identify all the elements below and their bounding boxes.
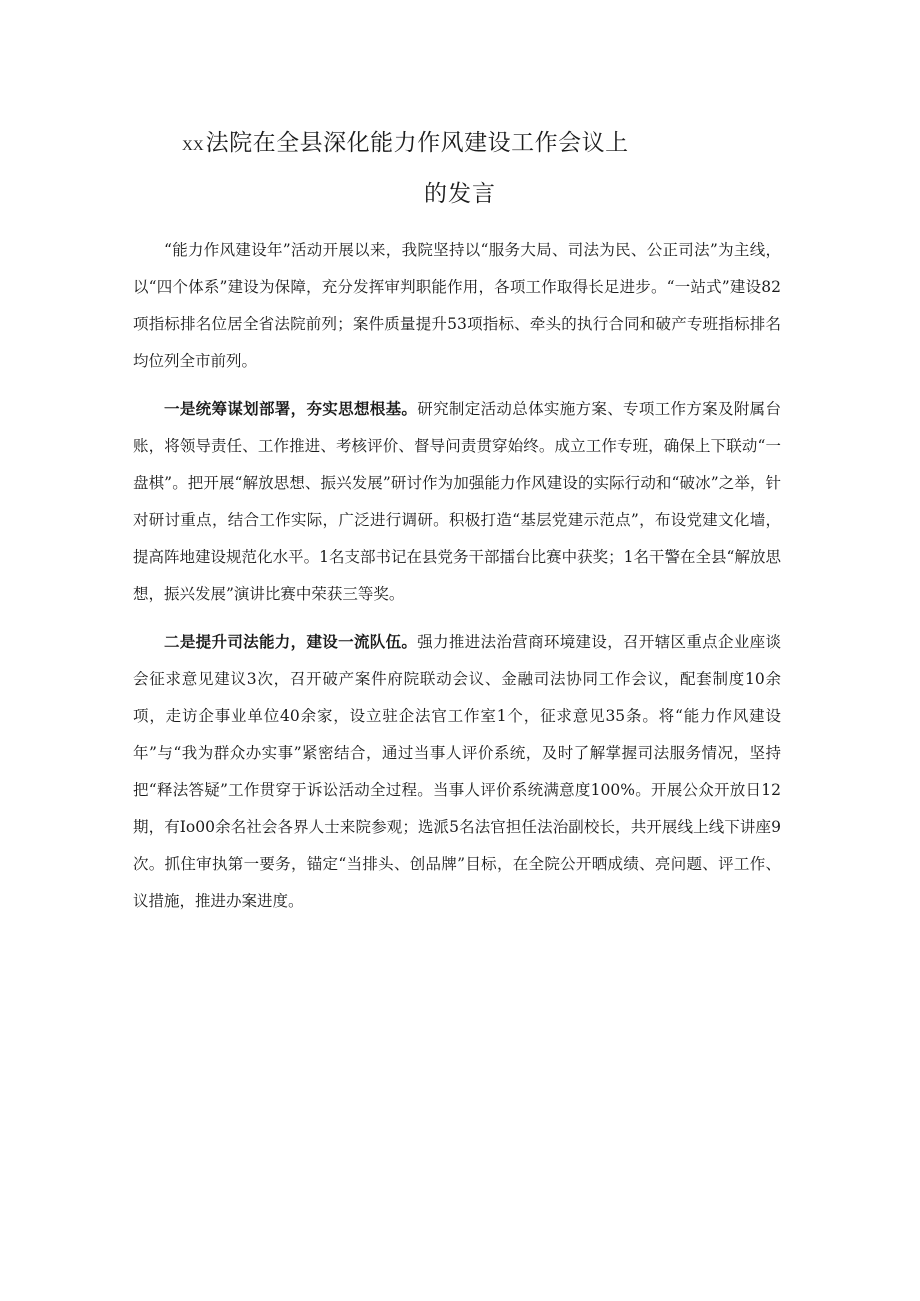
- paragraph-text: 研究制定活动总体实施方案、专项工作方案及附属台账，将领导责任、工作推进、考核评价、督导问责贯穿始终。成立工作专班，确保上下联动“一盘棋”。把开展“解放思想、振兴发展”研讨作为加强能力作风建设的实际行动和“破冰”之举，针对研讨重点，结合工作实际，广泛进行调研。积极打造“基层党建示范点”，布设党建文化墙，提高阵地建设规范化水平。1名支部书记在县党务干部擂台比赛中获奖；1名干警在全县“解放思想，振兴发展”演讲比赛中荣获三等奖。: [133, 400, 781, 603]
- paragraph-text: “能力作风建设年”活动开展以来，我院坚持以“服务大局、司法为民、公正司法”为主线，以“四个体系”建设为保障，充分发挥审判职能作用，各项工作取得长足进步。“一站式”建设82项指标排名位居全省法院前列；案件质量提升53项指标、牵头的执行合同和破产专班指标排名均位列全市前列。: [133, 241, 781, 370]
- document-title: [182, 124, 629, 157]
- title-prefix: XX: [182, 138, 204, 154]
- paragraph-lead: 一是统筹谋划部署，夯实思想根基。: [164, 399, 418, 418]
- paragraph-text: 强力推进法治营商环境建设，召开辖区重点企业座谈会征求意见建议3次，召开破产案件府院联动会议、金融司法协同工作会议，配套制度10余项，走访企事业单位40余家，设立驻企法官工作室1个，征求意见35条。将“能力作风建设年”与“我为群众办实事”紧密结合，通过当事人评价系统，及时了解掌握司法服务情况，坚持把“释法答疑”工作贯穿于诉讼活动全过程。当事人评价系统满意度100%。开展公众开放日12期，有Io00余名社会各界人士来院参观；选派5名法官担任法治副校长，共开展线上线下讲座9次。抓住审执第一要务，锚定“当排头、创品牌”目标，在全院公开晒成绩、亮问题、评工作、议措施，推进办案进度。: [133, 633, 781, 910]
- paragraph-section-1: [133, 390, 781, 613]
- paragraph-intro: [133, 232, 781, 380]
- title-line-1: 法院在全县深化能力作风建设工作会议上: [205, 130, 629, 156]
- paragraph-lead: 二是提升司法能力，建设一流队伍。: [164, 632, 418, 651]
- document-body: [133, 232, 781, 930]
- paragraph-section-2: [133, 623, 781, 920]
- title-line-2: 的发言: [424, 181, 496, 207]
